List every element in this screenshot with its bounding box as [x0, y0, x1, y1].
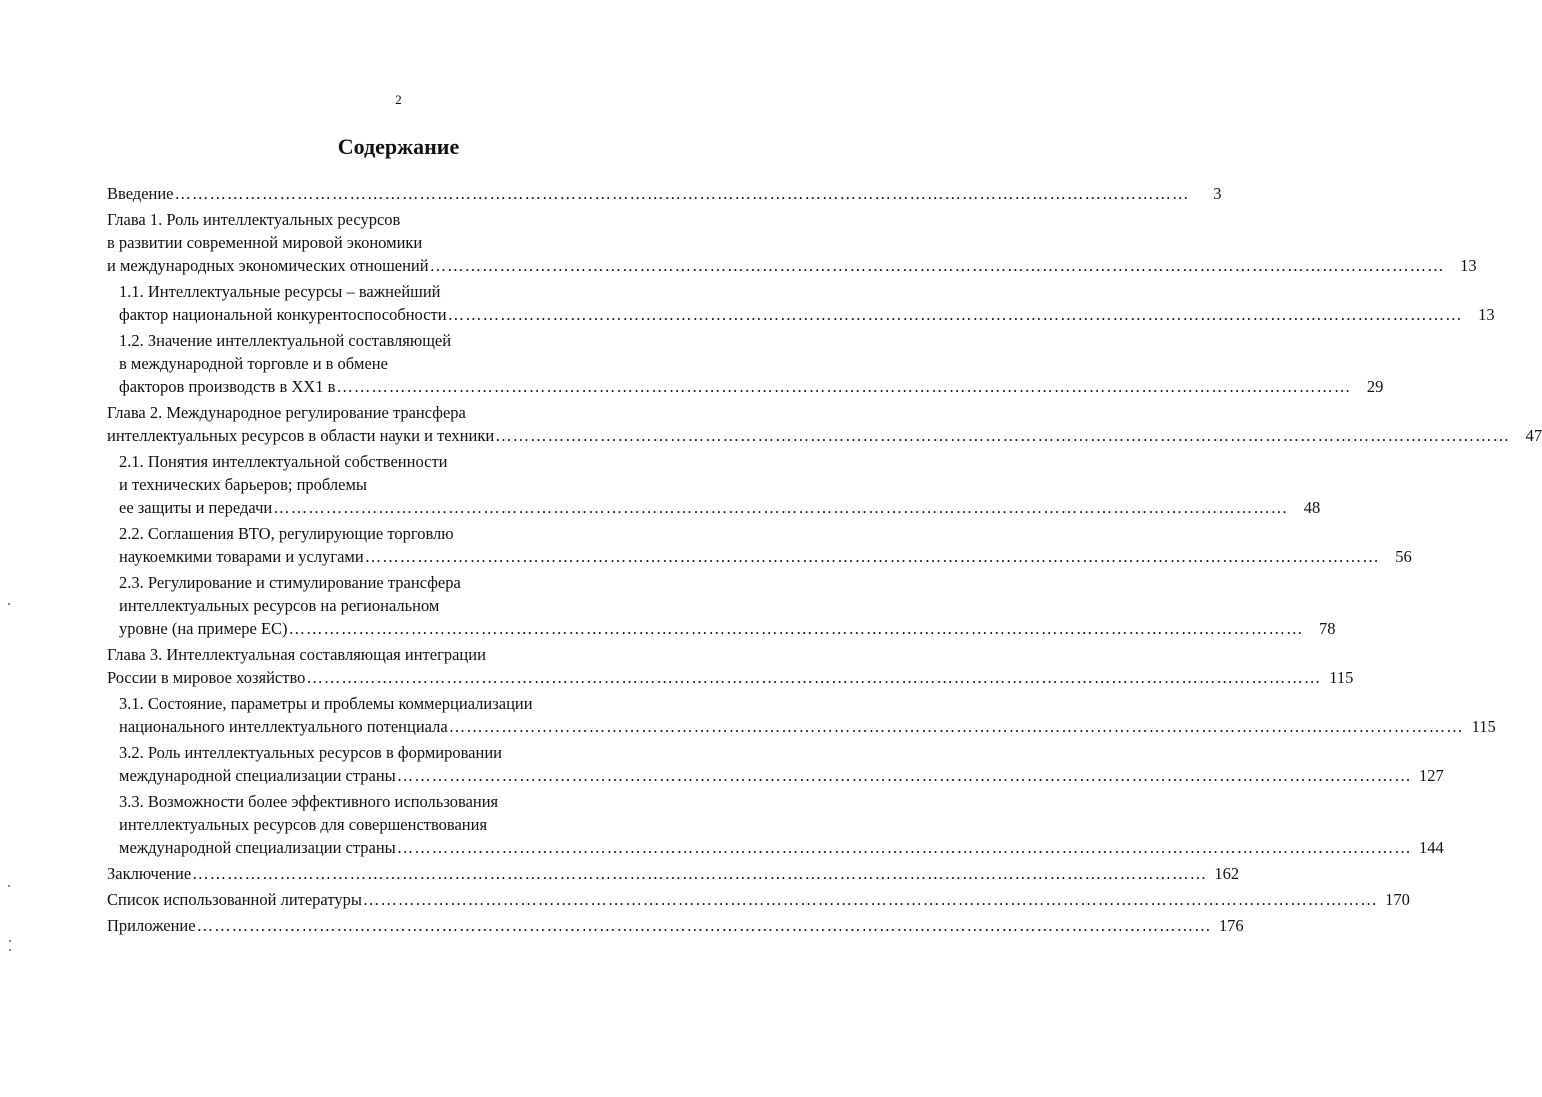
toc-entry: [107, 643, 1354, 689]
toc-entry-last-line: [107, 666, 1354, 689]
toc-entry-last-line: [119, 496, 1321, 519]
toc-entry-line: интеллектуальных ресурсов на региональном: [119, 596, 440, 615]
toc-entry-text: наукоемкими товарами и услугами: [119, 547, 364, 566]
toc-entry-last-line: [107, 914, 1244, 937]
toc-page-number: 176: [1218, 916, 1244, 935]
toc-entry: [119, 790, 1444, 859]
dot-leader: …………………………………………………………………………………………………………………………………………………………: [396, 766, 1412, 785]
toc-page-number: 78: [1319, 619, 1336, 638]
toc-entry-line: интеллектуальных ресурсов для совершенствования: [119, 815, 488, 834]
toc-entry-last-line: [119, 715, 1496, 738]
toc-page-number: 48: [1303, 498, 1321, 517]
toc-page-number: 13: [1478, 305, 1495, 324]
toc-entry-line: Глава 2. Международное регулирование трансфера: [107, 403, 466, 422]
toc-entry-text: Список использованной литературы: [107, 890, 362, 909]
toc-entry: [119, 741, 1444, 787]
toc-entry-last-line: [107, 424, 1542, 447]
dot-leader: …………………………………………………………………………………………………………………………………………………………: [288, 619, 1304, 638]
toc-entry-text: Введение: [107, 184, 174, 203]
toc-entry: [107, 862, 1240, 885]
toc-entry-line: 1.2. Значение интеллектуальной составляющей: [119, 331, 452, 350]
dot-leader: …………………………………………………………………………………………………………………………………………………………: [273, 498, 1289, 517]
toc-entry-text: международной специализации страны: [119, 766, 396, 785]
scan-artifact: [9, 949, 11, 951]
scan-artifact: [8, 885, 10, 887]
toc-entry-last-line: [107, 862, 1240, 885]
scan-artifact: [9, 940, 11, 942]
toc-entry-line: 3.1. Состояние, параметры и проблемы коммерциализации: [119, 694, 533, 713]
dot-leader: …………………………………………………………………………………………………………………………………………………………: [396, 838, 1412, 857]
dot-leader: …………………………………………………………………………………………………………………………………………………………: [196, 916, 1212, 935]
toc-page-number: 29: [1366, 377, 1384, 396]
toc-entry: [119, 692, 1496, 738]
toc-entry-line: Глава 3. Интеллектуальная составляющая интеграции: [107, 645, 486, 664]
toc-entry-last-line: [119, 545, 1412, 568]
toc-entry-last-line: [119, 375, 1384, 398]
toc-entry-text: международной специализации страны: [119, 838, 396, 857]
toc-entry-line: 2.1. Понятия интеллектуальной собственности: [119, 452, 448, 471]
toc-entry: [107, 182, 1222, 205]
dot-leader: …………………………………………………………………………………………………………………………………………………………: [362, 890, 1378, 909]
toc-page-number: 162: [1214, 864, 1240, 883]
toc-entry-line: и технических барьеров; проблемы: [119, 475, 367, 494]
toc-page-number: 115: [1471, 717, 1496, 736]
toc-entry-line: 3.3. Возможности более эффективного использования: [119, 792, 499, 811]
toc-entry: [119, 450, 1321, 519]
toc-entry: [107, 401, 1542, 447]
toc-entry-text: Заключение: [107, 864, 192, 883]
toc-entry-last-line: [119, 764, 1444, 787]
table-of-contents: [107, 182, 1542, 940]
scan-artifact: [8, 603, 10, 605]
toc-entry-last-line: [119, 836, 1444, 859]
toc-page-number: 56: [1395, 547, 1412, 566]
dot-leader: …………………………………………………………………………………………………………………………………………………………: [306, 668, 1322, 687]
dot-leader: …………………………………………………………………………………………………………………………………………………………: [336, 377, 1352, 396]
toc-entry-line: Глава 1. Роль интеллектуальных ресурсов: [107, 210, 401, 229]
toc-entry-last-line: [107, 254, 1477, 277]
toc-page-number: 47: [1525, 426, 1542, 445]
dot-leader: …………………………………………………………………………………………………………………………………………………………: [495, 426, 1511, 445]
toc-entry-last-line: [107, 888, 1410, 911]
toc-entry-last-line: [119, 303, 1495, 326]
toc-entry-line: 1.1. Интеллектуальные ресурсы – важнейший: [119, 282, 441, 301]
toc-entry-text: национального интеллектуального потенциала: [119, 717, 448, 736]
toc-page-number: 127: [1419, 766, 1444, 785]
toc-entry-text: и международных экономических отношений: [107, 256, 429, 275]
toc-entry-line: 2.3. Регулирование и стимулирование трансфера: [119, 573, 461, 592]
dot-leader: …………………………………………………………………………………………………………………………………………………………: [447, 305, 1463, 324]
toc-entry-text: факторов производств в XX1 в: [119, 377, 336, 396]
toc-entry-last-line: [119, 617, 1336, 640]
toc-entry-line: 3.2. Роль интеллектуальных ресурсов в формировании: [119, 743, 502, 762]
dot-leader: …………………………………………………………………………………………………………………………………………………………: [192, 864, 1208, 883]
toc-entry: [119, 280, 1495, 326]
toc-entry-line: в международной торговле и в обмене: [119, 354, 388, 373]
toc-entry: [119, 571, 1336, 640]
toc-page-number: 115: [1329, 668, 1354, 687]
toc-entry-text: Приложение: [107, 916, 196, 935]
toc-page-number: 13: [1460, 256, 1477, 275]
toc-entry-last-line: [107, 182, 1222, 205]
dot-leader: …………………………………………………………………………………………………………………………………………………………: [174, 184, 1190, 203]
toc-entry-text: России в мировое хозяйство: [107, 668, 306, 687]
toc-entry-line: 2.2. Соглашения ВТО, регулирующие торговлю: [119, 524, 454, 543]
toc-page-number: 170: [1385, 890, 1410, 909]
toc-entry-line: в развитии современной мировой экономики: [107, 233, 423, 252]
toc-page-number: 144: [1419, 838, 1444, 857]
dot-leader: …………………………………………………………………………………………………………………………………………………………: [364, 547, 1380, 566]
page-number: 2: [395, 92, 402, 107]
toc-entry: [119, 522, 1412, 568]
toc-entry-text: уровне (на примере ЕС): [119, 619, 288, 638]
toc-page-number: 3: [1213, 184, 1222, 203]
toc-entry: [119, 329, 1384, 398]
toc-entry-text: ее защиты и передачи: [119, 498, 273, 517]
toc-entry-text: фактор национальной конкурентоспособности: [119, 305, 447, 324]
toc-entry: [107, 888, 1410, 911]
toc-entry-text: интеллектуальных ресурсов в области науки и техники: [107, 426, 495, 445]
toc-entry: [107, 208, 1477, 277]
toc-entry: [107, 914, 1244, 937]
dot-leader: …………………………………………………………………………………………………………………………………………………………: [448, 717, 1464, 736]
page-title: Содержание: [337, 134, 460, 159]
dot-leader: …………………………………………………………………………………………………………………………………………………………: [429, 256, 1445, 275]
